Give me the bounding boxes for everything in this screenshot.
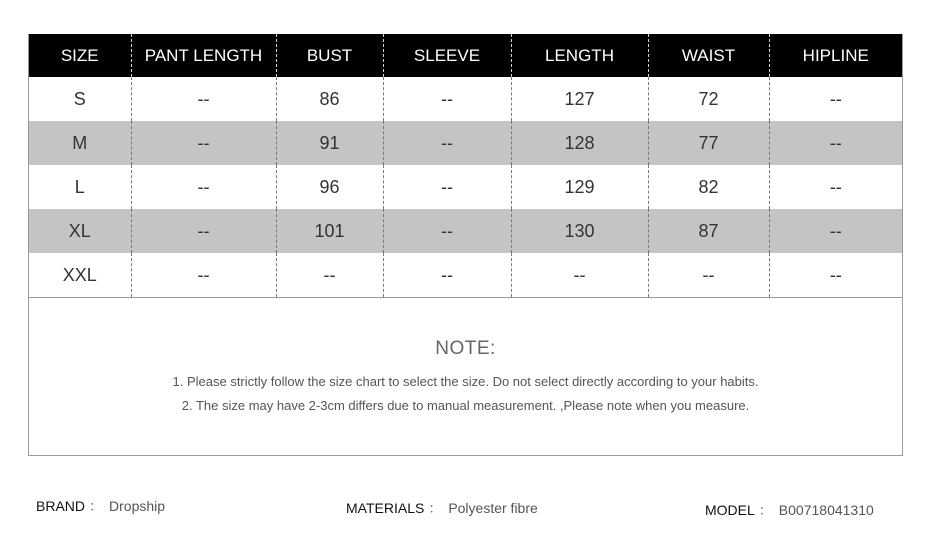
table-cell: 82 bbox=[648, 165, 769, 209]
table-cell: -- bbox=[383, 209, 511, 253]
note-title: NOTE: bbox=[435, 338, 496, 359]
header-bust: BUST bbox=[276, 34, 383, 77]
table-cell: -- bbox=[131, 209, 276, 253]
table-cell: -- bbox=[131, 165, 276, 209]
model-label: MODEL bbox=[705, 502, 755, 518]
table-cell: -- bbox=[131, 253, 276, 298]
materials-info bbox=[346, 498, 538, 518]
note-box bbox=[29, 298, 902, 456]
table-cell: 101 bbox=[276, 209, 383, 253]
table-cell: -- bbox=[383, 77, 511, 121]
header-sleeve: SLEEVE bbox=[383, 34, 511, 77]
table-row bbox=[29, 253, 902, 298]
table-cell: -- bbox=[131, 121, 276, 165]
note-line-1: 1. Please strictly follow the size chart to select the size. Do not select directly according to your habits. bbox=[172, 374, 759, 389]
table-cell: M bbox=[29, 121, 131, 165]
table-row bbox=[29, 209, 902, 253]
materials-separator: ： bbox=[428, 500, 443, 516]
brand-info bbox=[36, 496, 165, 516]
header-size: SIZE bbox=[29, 34, 131, 77]
table-cell: XL bbox=[29, 209, 131, 253]
materials-value: Polyester fibre bbox=[448, 500, 538, 516]
table-cell: L bbox=[29, 165, 131, 209]
header-hipline: HIPLINE bbox=[769, 34, 902, 77]
table-cell: -- bbox=[769, 209, 902, 253]
materials-label: MATERIALS bbox=[346, 500, 425, 516]
header-waist: WAIST bbox=[648, 34, 769, 77]
table-cell: 87 bbox=[648, 209, 769, 253]
model-info bbox=[705, 500, 874, 520]
table-cell: -- bbox=[769, 165, 902, 209]
brand-separator: ： bbox=[89, 498, 104, 514]
table-cell: -- bbox=[383, 165, 511, 209]
header-length: LENGTH bbox=[511, 34, 648, 77]
model-value: B00718041310 bbox=[778, 502, 874, 518]
table-cell: 91 bbox=[276, 121, 383, 165]
table-row bbox=[29, 165, 902, 209]
table-cell: -- bbox=[383, 253, 511, 298]
header-pant-length: PANT LENGTH bbox=[131, 34, 276, 77]
table-cell: -- bbox=[648, 253, 769, 298]
table-cell: 127 bbox=[511, 77, 648, 121]
table-cell: 77 bbox=[648, 121, 769, 165]
table-cell: 129 bbox=[511, 165, 648, 209]
table-cell: -- bbox=[131, 77, 276, 121]
model-separator: ： bbox=[758, 502, 773, 518]
size-chart bbox=[28, 34, 903, 456]
table-cell: -- bbox=[383, 121, 511, 165]
table-row bbox=[29, 77, 902, 121]
table-cell: 72 bbox=[648, 77, 769, 121]
brand-label: BRAND bbox=[36, 498, 86, 514]
table-cell: -- bbox=[769, 253, 902, 298]
table-cell: 86 bbox=[276, 77, 383, 121]
table-cell: 128 bbox=[511, 121, 648, 165]
table-cell: 96 bbox=[276, 165, 383, 209]
table-header-row bbox=[29, 34, 902, 77]
table-cell: -- bbox=[276, 253, 383, 298]
table-cell: -- bbox=[769, 121, 902, 165]
table-row bbox=[29, 121, 902, 165]
note-line-2: 2. The size may have 2-3cm differs due to manual measurement. ,Please note when you measure. bbox=[181, 398, 750, 413]
table-cell: -- bbox=[769, 77, 902, 121]
brand-value: Dropship bbox=[109, 498, 166, 514]
size-table bbox=[29, 34, 902, 298]
table-cell: 130 bbox=[511, 209, 648, 253]
table-cell: -- bbox=[511, 253, 648, 298]
table-cell: S bbox=[29, 77, 131, 121]
table-cell: XXL bbox=[29, 253, 131, 298]
